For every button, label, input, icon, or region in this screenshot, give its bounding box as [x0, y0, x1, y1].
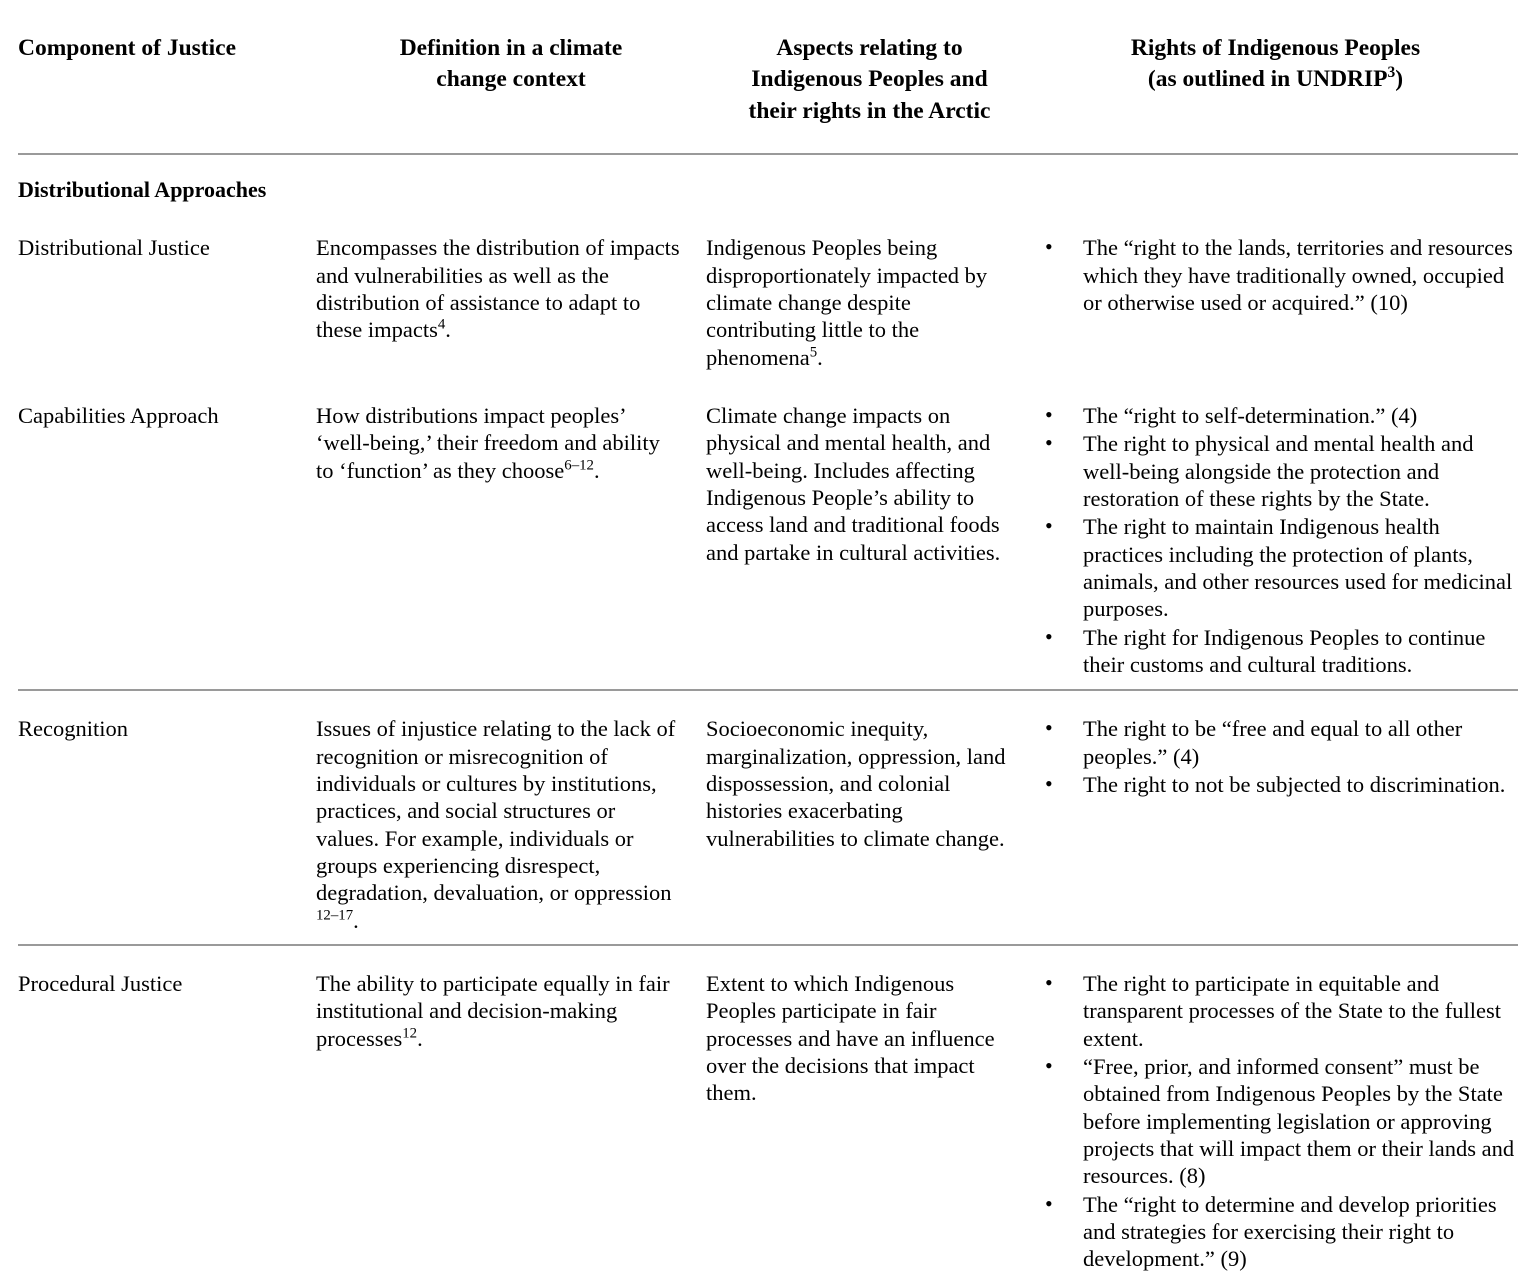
cell-definition: The ability to participate equally in fair institutional and decision-making processes$^{12}$.	[316, 945, 706, 1284]
cell-rights	[1033, 381, 1518, 690]
bullet-icon: •	[1045, 1190, 1053, 1216]
rights-list-item-text: The “right to determine and develop priorities and strategies for exercising their right to development.” (9)	[1083, 1191, 1497, 1272]
cell-definition: Issues of injustice relating to the lack of recognition or misrecognition of individuals or cultures by institutions, practices, and social structures or values. For example, individuals or groups experiencing disrespect, degradation, devaluation, or oppression $^{12-17}$.	[316, 690, 706, 945]
rights-list-item-text: The right to not be subjected to discrimination.	[1083, 772, 1506, 798]
section-heading-row	[18, 154, 1518, 214]
table-row	[18, 690, 1518, 945]
bullet-icon: •	[1045, 234, 1053, 260]
rights-list-item	[1033, 430, 1518, 512]
rights-list-item-text: The right for Indigenous Peoples to continue their customs and cultural traditions.	[1083, 624, 1486, 678]
bullet-icon: •	[1045, 715, 1053, 741]
cell-definition: How distributions impact peoples’ ‘well-being,’ their freedom and ability to ‘function’ as they choose$^{6-12}$.	[316, 403, 660, 483]
table-row	[18, 945, 1518, 1284]
cell-component: Recognition	[18, 690, 316, 945]
cell-rights	[1033, 690, 1518, 945]
bullet-icon: •	[1045, 623, 1053, 649]
rights-list	[1033, 234, 1518, 316]
column-header-line: Definition in a climate	[399, 35, 623, 61]
column-header-line: their rights in the Arctic	[748, 97, 991, 124]
column-header-line: change context	[436, 66, 586, 93]
rights-list-item	[1033, 771, 1518, 798]
column-header-line: Component of Justice	[18, 35, 237, 61]
rights-list-item-text: The “right to self-determination.” (4)	[1083, 403, 1418, 429]
bullet-icon: •	[1045, 1053, 1053, 1078]
rights-list-item	[1033, 513, 1518, 622]
rights-list-item	[1033, 1053, 1518, 1190]
column-header-rights	[1033, 0, 1518, 154]
rights-list	[1033, 715, 1518, 798]
justice-components-table	[18, 0, 1518, 1284]
column-header-line: Indigenous Peoples and	[751, 66, 988, 93]
column-header-component	[18, 0, 316, 154]
bullet-icon: •	[1045, 771, 1053, 797]
rights-list-item	[1033, 624, 1518, 679]
rights-list-item-text: The “right to the lands, territories and resources which they have traditionally owned, occupied or otherwise used or acquired.” (10)	[1083, 235, 1513, 316]
table-body	[18, 154, 1518, 1284]
cell-rights	[1033, 945, 1518, 1284]
cell-aspects: Socioeconomic inequity, marginalization, oppression, land dispossession, and colonial histories exacerbating vulnerabilities to climate change.	[706, 690, 1033, 945]
bullet-icon: •	[1045, 513, 1053, 539]
header-row	[18, 0, 1518, 154]
rights-list-item	[1033, 234, 1518, 316]
bullet-icon: •	[1045, 402, 1053, 428]
table-header	[18, 0, 1518, 154]
cell-aspects: Indigenous Peoples being disproportionately impacted by climate change despite contributing little to the phenomena$^5$.	[706, 235, 988, 370]
rights-list-item-text: The right to physical and mental health and well-being alongside the protection and restoration of these rights by the State.	[1083, 431, 1474, 512]
cell-aspects: Climate change impacts on physical and mental health, and well-being. Includes affecting Indigenous People’s ability to access land and traditional foods and partake in cultural activities.	[706, 403, 1001, 565]
table-row	[18, 381, 1518, 690]
cell-component: Procedural Justice	[18, 945, 316, 1284]
cell-definition: Encompasses the distribution of impacts and vulnerabilities as well as the distribution of assistance to adapt to these impacts$^4$.	[316, 235, 680, 343]
rights-list-item-text: “Free, prior, and informed consent” must be obtained from Indigenous Peoples by the State before implementing legislation or approving projects that will impact them or their lands and resources. (8)	[1083, 1054, 1515, 1189]
rights-list-item	[1033, 715, 1518, 770]
column-header-line: Aspects relating to	[776, 35, 963, 61]
rights-list-item	[1033, 970, 1518, 1052]
rights-list-item-text: The right to participate in equitable and transparent processes of the State to the fullest extent.	[1083, 971, 1501, 1051]
rights-list-item	[1033, 402, 1518, 429]
cell-component: Distributional Justice	[18, 235, 210, 261]
cell-aspects: Extent to which Indigenous Peoples participate in fair processes and have an influence over the decisions that impact them.	[706, 945, 1033, 1284]
bullet-icon: •	[1045, 430, 1053, 456]
column-header-aspects	[706, 0, 1033, 154]
rights-list	[1033, 970, 1518, 1273]
rights-list-item	[1033, 1191, 1518, 1273]
column-header-definition	[316, 0, 706, 154]
bullet-icon: •	[1045, 970, 1053, 996]
rights-list-item-text: The right to maintain Indigenous health practices including the protection of plants, animals, and other resources used for medicinal purposes.	[1083, 514, 1513, 622]
cell-rights	[1033, 213, 1518, 381]
table-row	[18, 213, 1518, 381]
rights-list	[1033, 402, 1518, 678]
cell-component: Capabilities Approach	[18, 403, 219, 429]
rights-list-item-text: The right to be “free and equal to all other peoples.” (4)	[1083, 716, 1463, 769]
section-heading-label: Distributional Approaches	[18, 176, 267, 202]
column-header-line: (as outlined in UNDRIP$^3$)	[1147, 64, 1404, 93]
column-header-line: Rights of Indigenous Peoples	[1130, 35, 1421, 61]
